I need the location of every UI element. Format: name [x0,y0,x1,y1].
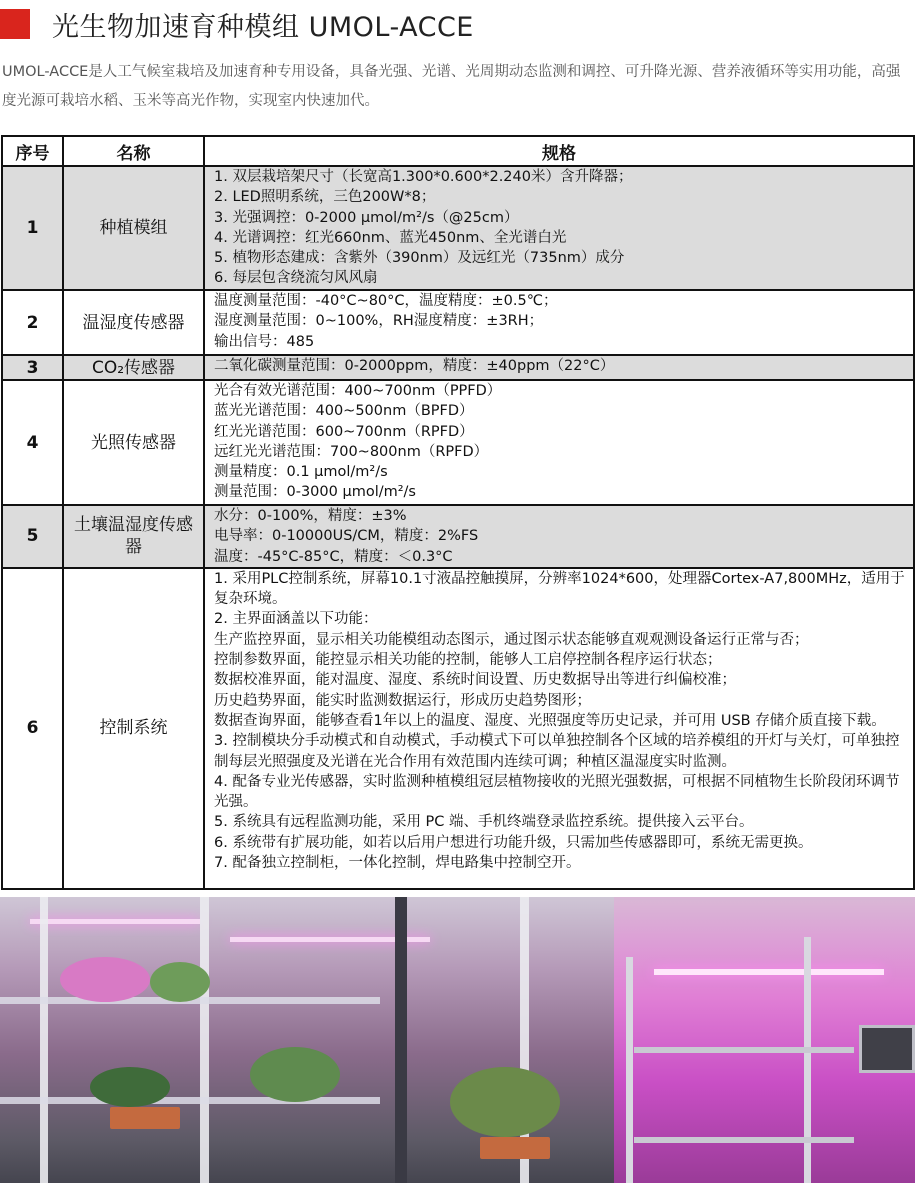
spec-line: 7. 配备独立控制柜，一体化控制，焊电路集中控制空开。 [214,855,581,872]
spec-line: 光合有效光谱范围：400~700nm（PPFD） [214,383,502,399]
spec-line: 1. 双层栽培架尺寸（长宽高1.300*0.600*2.240米）含升降器； [214,169,633,185]
spec-line: 湿度测量范围：0~100%，RH湿度精度：±3RH； [214,313,544,330]
table-header-row [2,136,914,166]
growth-room-photo [0,897,614,1183]
header-num: 序号 [2,136,63,166]
title-marker [0,9,30,39]
spec-line: 历史趋势界面，能实时监测数据运行，形成历史趋势图形； [214,692,591,709]
spec-line: 3. 控制模块分手动模式和自动模式，手动模式下可以单独控制各个区域的培养模组的开灯与关灯，可单独控制每层光照强度及光谱在光合作用有效范围内连续可调；种植区温湿度实时监测。 [214,733,900,770]
row-spec [204,505,914,568]
spec-line: 数据查询界面，能够查看1年以上的温度、湿度、光照强度等历史记录，并可用 USB 存储介质直接下载。 [214,712,886,729]
spec-line: 4. 光谱调控：红光660nm、蓝光450nm、全光谱白光 [214,229,567,246]
row-num: 5 [2,505,63,568]
row-name: 光照传感器 [63,380,204,505]
table-row [2,380,914,505]
spec-line: 4. 配备专业光传感器，实时监测种植模组冠层植物接收的光照光强数据，可根据不同植物生长阶段闭环调节光强。 [214,773,900,811]
spec-line: 水分：0-100%，精度：±3% [214,508,407,524]
table-row [2,505,914,568]
spec-line: 1. 采用PLC控制系统，屏幕10.1寸液晶控触摸屏，分辨率1024*600，处理器Cortex-A7,800MHz，适用于复杂环境。 [214,570,905,608]
rack-post [804,937,811,1183]
row-name: 土壤温湿度传感器 [63,505,204,568]
rack-post [40,897,48,1183]
spec-line: 控制参数界面，能控显示相关功能的控制，能够人工启停控制各程序运行状态； [214,652,722,669]
header-spec: 规格 [204,136,914,166]
rack-shelf [634,1047,854,1053]
led-lamp [654,969,884,975]
led-lamp [30,919,200,924]
row-name: 种植模组 [63,166,204,290]
page-header [0,6,474,42]
row-name: 温湿度传感器 [63,290,204,355]
spec-line: 5. 系统具有远程监测功能，采用 PC 端、手机终端登录监控系统。提供接入云平台。 [214,814,754,831]
row-spec [204,355,914,380]
spec-line: 数据校准界面，能对温度、湿度、系统时间设置、历史数据导出等进行纠偏校准； [214,672,736,689]
plant-pot [480,1137,550,1159]
product-photos [0,897,915,1183]
row-spec [204,380,914,505]
spec-line: 2. LED照明系统，三色200W*8； [214,189,436,206]
rack-post [626,957,633,1183]
rack-shelf [634,1137,854,1143]
spec-line: 电导率：0-10000US/CM，精度：2%FS [214,528,479,545]
table-row [2,166,914,290]
plant [150,962,210,1002]
spec-line: 温度测量范围：-40°C~80°C，温度精度：±0.5℃； [214,293,558,309]
table-row [2,290,914,355]
spec-line: 6. 每层包含绕流匀风风扇 [214,270,378,287]
spec-line: 测量精度：0.1 μmol/m²/s [214,464,388,481]
row-num: 3 [2,355,63,380]
spec-line: 蓝光光谱范围：400~500nm（BPFD） [214,403,474,420]
page-title: 光生物加速育种模组 UMOL-ACCE [52,11,474,43]
spec-line: 6. 系统带有扩展功能，如若以后用户想进行功能升级，只需加些传感器即可，系统无需更换。 [214,834,813,851]
header-name: 名称 [63,136,204,166]
spec-line: 输出信号：485 [214,333,315,350]
plant [250,1047,340,1102]
spec-table [1,135,915,890]
rack-post [200,897,209,1183]
rack-post [395,897,407,1183]
row-spec [204,166,914,290]
plant [60,957,150,1002]
grow-rack-photo [614,897,915,1183]
plant [450,1067,560,1137]
spec-line: 3. 光强调控：0-2000 μmol/m²/s（@25cm） [214,209,519,226]
spec-line: 5. 植物形态建成：含紫外（390nm）及远红光（735nm）成分 [214,250,625,267]
spec-line: 二氧化碳测量范围：0-2000ppm，精度：±40ppm（22°C） [214,358,615,374]
row-name: 控制系统 [63,568,204,889]
table-row [2,568,914,889]
spec-line: 2. 主界面涵盖以下功能： [214,611,378,628]
row-spec [204,568,914,889]
spec-line: 生产监控界面，显示相关功能模组动态图示，通过图示状态能够直观观测设备运行正常与否； [214,631,809,648]
intro-paragraph: UMOL-ACCE是人工气候室栽培及加速育种专用设备，具备光强、光谱、光周期动态监测和调控、可升降光源、营养液循环等实用功能，高强度光源可栽培水稻、玉米等高光作物，实现室内快速加代。 [2,64,901,109]
spec-line: 红光光谱范围：600~700nm（RPFD） [214,423,474,440]
row-num: 2 [2,290,63,355]
plant-pot [110,1107,180,1129]
row-num: 4 [2,380,63,505]
spec-line: 温度：-45°C-85°C，精度：＜0.3°C [214,548,453,565]
table-row [2,355,914,380]
row-num: 6 [2,568,63,889]
spec-line: 远红光光谱范围：700~800nm（RPFD） [214,443,489,460]
row-name: CO₂传感器 [63,355,204,380]
spec-line: 测量范围：0-3000 μmol/m²/s [214,484,416,501]
row-num: 1 [2,166,63,290]
rack-shelf [0,1097,380,1104]
row-spec [204,290,914,355]
plant [90,1067,170,1107]
control-screen [859,1025,915,1073]
